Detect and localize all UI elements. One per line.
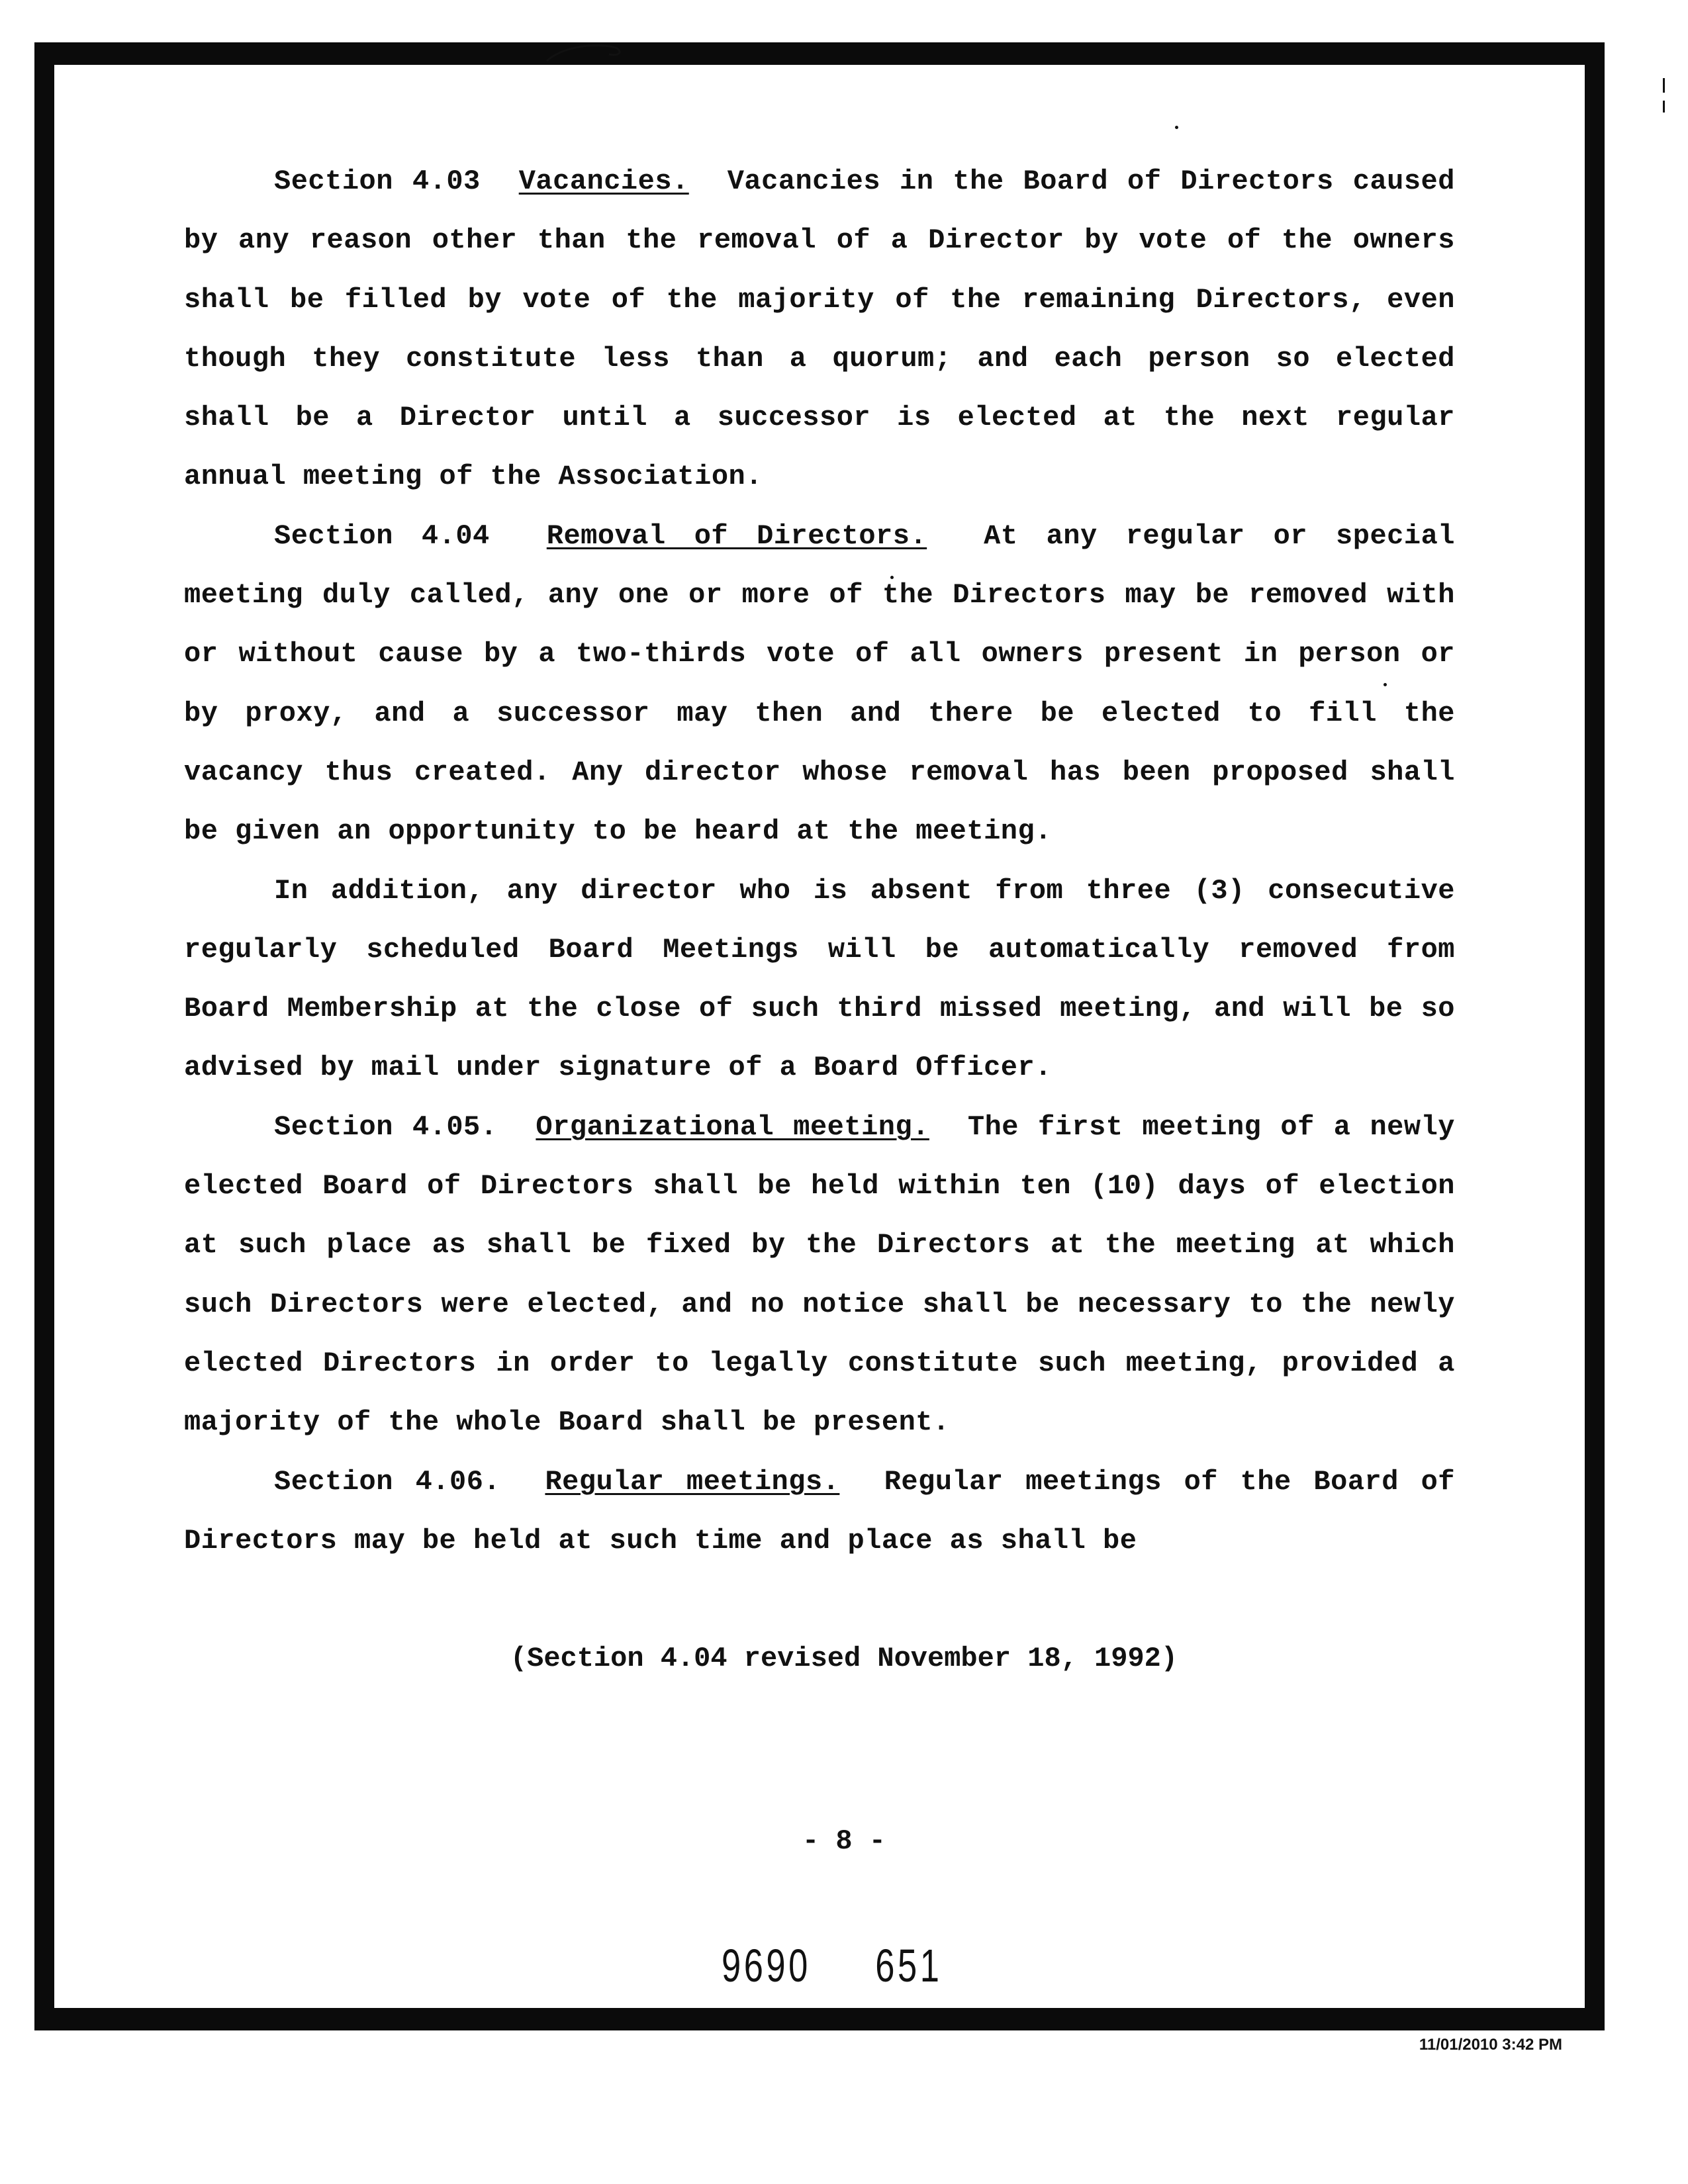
section-title: Regular meetings.	[545, 1465, 840, 1498]
section-4-04	[184, 507, 1455, 862]
page-number: - 8 -	[802, 1825, 886, 1857]
section-text: Vacancies in the Board of Directors caused by any reason other than the removal of a Director by vote of the owners shall be filled by vote of the majority of the remaining Directors, even though they constitute less than a quorum; and each person so elected shall be a Director until a successor is elected at the next regular annual meeting of the Association.	[184, 165, 1455, 493]
recording-book-number: 9690	[722, 1940, 811, 1991]
section-4-03	[184, 152, 1455, 507]
section-title: Organizational meeting.	[536, 1111, 929, 1143]
print-timestamp: 11/01/2010 3:42 PM	[1419, 2036, 1562, 2054]
section-title: Removal of Directors.	[546, 520, 927, 552]
section-4-06	[184, 1453, 1455, 1571]
document-body	[184, 152, 1455, 1570]
section-text: The first meeting of a newly elected Board of Directors shall be held within ten (10) days of election at such place as shall be fixed by the Directors at the meeting at which such Directors were elected, and no notice shall be necessary to the newly elected Directors in order to legally constitute such meeting, provided a majority of the whole Board shall be present.	[184, 1111, 1455, 1439]
section-4-04-addendum	[184, 862, 1455, 1098]
section-heading: Section 4.06.	[274, 1465, 501, 1498]
recording-page-number: 651	[875, 1940, 943, 1991]
section-heading: Section 4.05.	[274, 1111, 498, 1143]
scan-speck	[1175, 126, 1178, 129]
revision-note: (Section 4.04 revised November 18, 1992)	[510, 1643, 1178, 1674]
section-text: In addition, any director who is absent from three (3) consecutive regularly scheduled Board Meetings will be automatically removed from Board Membership at the close of such third missed meeting, and will be so advised by mail under signature of a Board Officer.	[184, 874, 1455, 1084]
recording-stamp	[722, 1939, 942, 1992]
scan-speck	[1663, 101, 1665, 113]
section-heading: Section 4.03	[274, 165, 481, 197]
section-heading: Section 4.04	[274, 520, 490, 552]
section-text: At any regular or special meeting duly called, any one or more of the Directors may be removed with or without cause by a two-thirds vote of all owners present in person or by proxy, and a successor may then and there be elected to fill the vacancy thus created. Any director whose removal has been proposed shall be given an opportunity to be heard at the meeting.	[184, 520, 1455, 848]
section-text: Regular meetings of the Board of Directors may be held at such time and place as shall be	[184, 1465, 1455, 1557]
section-4-05	[184, 1098, 1455, 1453]
scan-speck	[1663, 78, 1665, 93]
section-title: Vacancies.	[518, 165, 689, 197]
pen-mark-scribble	[543, 41, 642, 68]
